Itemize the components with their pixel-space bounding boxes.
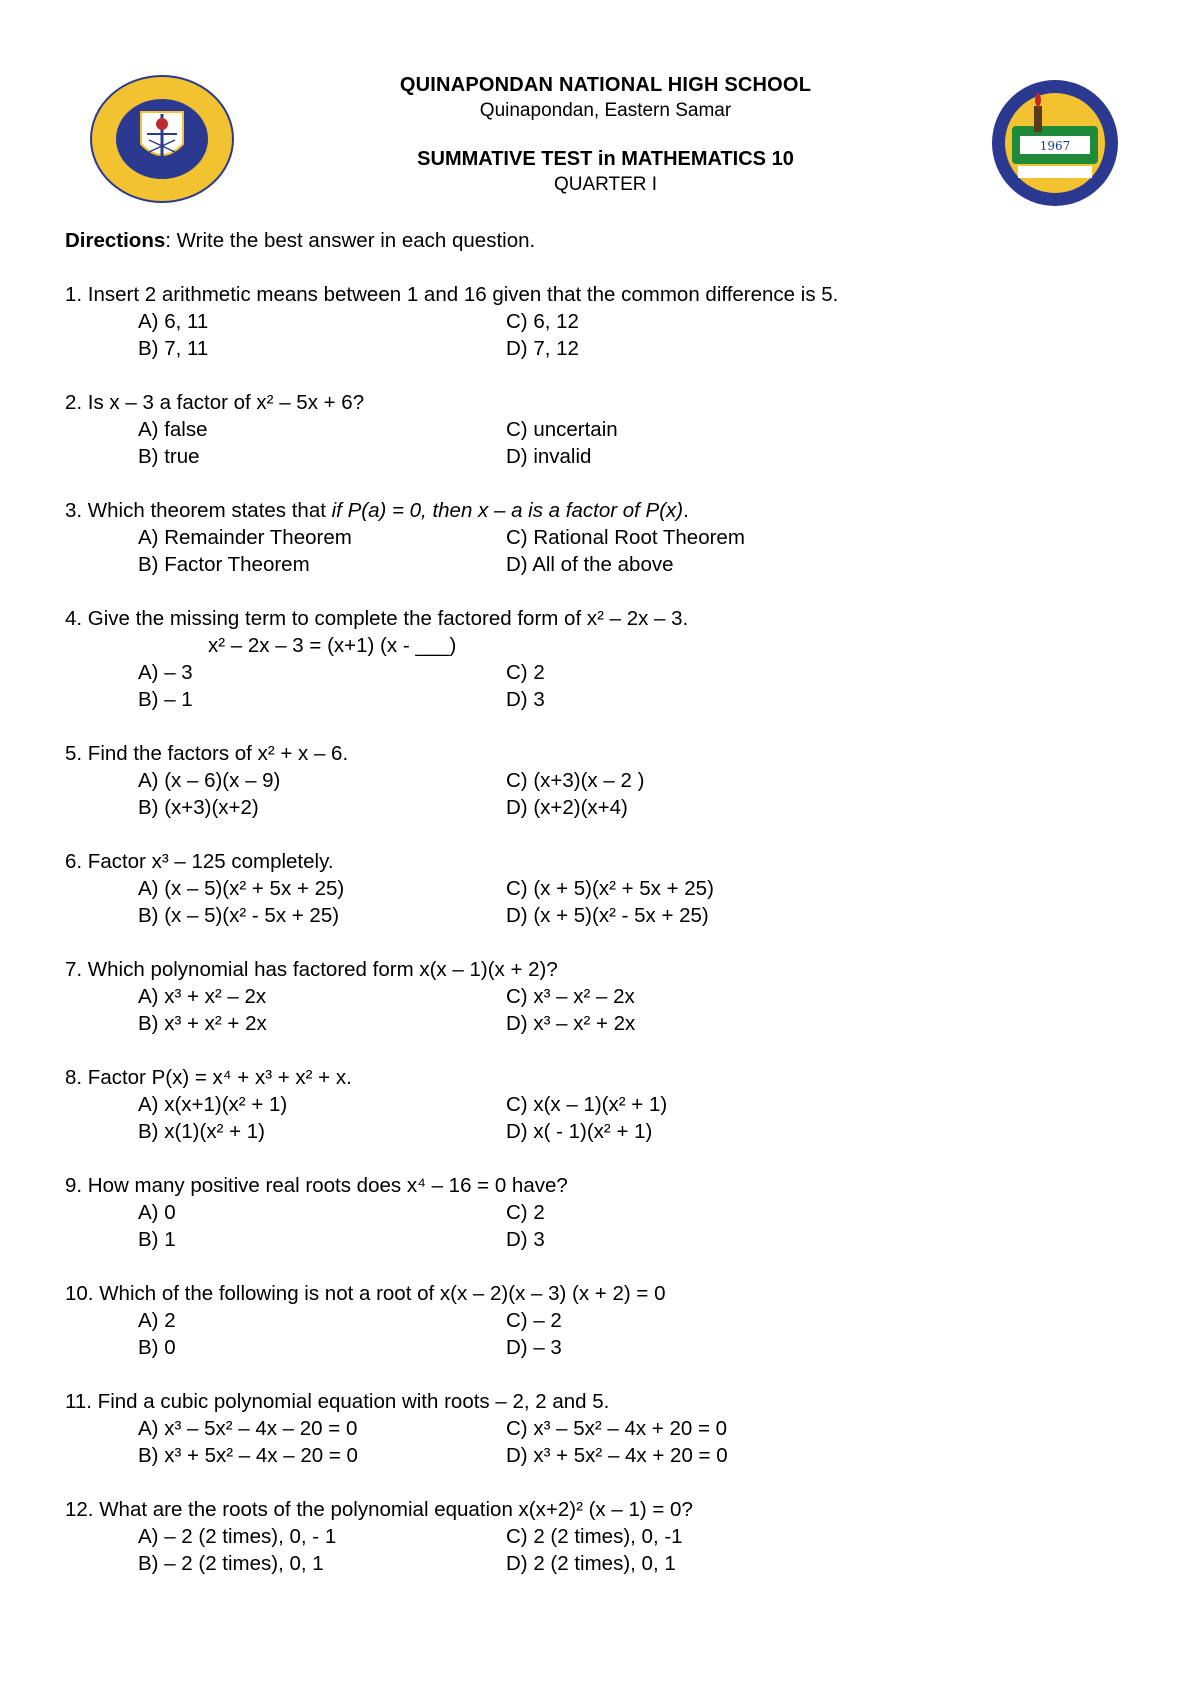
option-d[interactable]: D) (x+2)(x+4) [506,796,628,819]
option-a[interactable]: A) 2 [138,1309,176,1332]
option-b[interactable]: B) 7, 11 [138,337,209,360]
document-header [0,72,1200,197]
directions-label: Directions [65,229,166,252]
question-stem: 10. Which of the following is not a root of x(x – 2)(x – 3) (x + 2) = 0 [65,1282,666,1305]
option-c[interactable]: C) (x+3)(x – 2 ) [506,769,645,792]
stem-suffix: . [683,499,689,522]
question-stem: 8. Factor P(x) = x⁴ + x³ + x² + x. [65,1066,352,1089]
option-d[interactable]: D) x³ – x² + 2x [506,1012,636,1035]
option-b[interactable]: B) Factor Theorem [138,553,310,576]
option-a[interactable]: A) (x – 5)(x² + 5x + 25) [138,877,345,900]
question-stem [65,497,1145,524]
question-3 [65,497,1145,578]
question-stem: 4. Give the missing term to complete the factored form of x² – 2x – 3. [65,607,689,630]
option-b[interactable]: B) (x – 5)(x² - 5x + 25) [138,904,340,927]
option-a[interactable]: A) x(x+1)(x² + 1) [138,1093,288,1116]
option-c[interactable]: C) 2 (2 times), 0, -1 [506,1525,683,1548]
question-stem: 9. How many positive real roots does x⁴ – 16 = 0 have? [65,1174,568,1197]
test-title: SUMMATIVE TEST in MATHEMATICS 10 [417,148,794,170]
option-b[interactable]: B) x³ + x² + 2x [138,1012,267,1035]
option-c[interactable]: C) x(x – 1)(x² + 1) [506,1093,668,1116]
question-4 [65,605,1145,713]
option-c[interactable]: C) (x + 5)(x² + 5x + 25) [506,877,714,900]
option-c[interactable]: C) 2 [506,661,545,684]
option-a[interactable]: A) false [138,418,208,441]
option-a[interactable]: A) (x – 6)(x – 9) [138,769,281,792]
school-name: QUINAPONDAN NATIONAL HIGH SCHOOL [399,74,812,96]
question-formula: x² – 2x – 3 = (x+1) (x - ___) [208,634,457,657]
question-10 [65,1280,1145,1361]
question-stem: 5. Find the factors of x² + x – 6. [65,742,349,765]
option-d[interactable]: D) 7, 12 [506,337,579,360]
question-9 [65,1172,1145,1253]
option-a[interactable]: A) 0 [138,1201,176,1224]
question-6 [65,848,1145,929]
option-b[interactable]: B) 0 [138,1336,176,1359]
option-b[interactable]: B) (x+3)(x+2) [138,796,259,819]
option-a[interactable]: A) x³ + x² – 2x [138,985,267,1008]
option-a[interactable]: A) – 3 [138,661,193,684]
option-b[interactable]: B) – 2 (2 times), 0, 1 [138,1552,324,1575]
option-b[interactable]: B) 1 [138,1228,176,1251]
option-d[interactable]: D) 3 [506,688,545,711]
option-a[interactable]: A) x³ – 5x² – 4x – 20 = 0 [138,1417,358,1440]
option-d[interactable]: D) 2 (2 times), 0, 1 [506,1552,676,1575]
option-a[interactable]: A) 6, 11 [138,310,209,333]
question-12 [65,1496,1145,1577]
option-c[interactable]: C) x³ – 5x² – 4x + 20 = 0 [506,1417,728,1440]
question-8 [65,1064,1145,1145]
question-stem: 12. What are the roots of the polynomial equation x(x+2)² (x – 1) = 0? [65,1498,693,1521]
option-d[interactable]: D) x( - 1)(x² + 1) [506,1120,653,1143]
school-address: Quinapondan, Eastern Samar [479,100,732,121]
option-c[interactable]: C) Rational Root Theorem [506,526,745,549]
question-2 [65,389,1145,470]
option-d[interactable]: D) – 3 [506,1336,562,1359]
option-c[interactable]: C) x³ – x² – 2x [506,985,635,1008]
question-stem: 11. Find a cubic polynomial equation with roots – 2, 2 and 5. [65,1390,610,1413]
option-d[interactable]: D) 3 [506,1228,545,1251]
option-d[interactable]: D) (x + 5)(x² - 5x + 25) [506,904,709,927]
option-c[interactable]: C) 6, 12 [506,310,579,333]
svg-text:1967: 1967 [1039,139,1071,153]
question-stem: 1. Insert 2 arithmetic means between 1 and 16 given that the common difference is 5. [65,283,839,306]
stem-italic: if P(a) = 0, then x – a is a factor of P(x) [331,499,684,522]
question-stem: 7. Which polynomial has factored form x(x – 1)(x + 2)? [65,958,558,981]
quarter-label: QUARTER I [553,174,658,195]
question-7 [65,956,1145,1037]
question-stem: 6. Factor x³ – 125 completely. [65,850,334,873]
question-11 [65,1388,1145,1469]
directions [65,227,1145,254]
option-a[interactable]: A) – 2 (2 times), 0, - 1 [138,1525,337,1548]
option-a[interactable]: A) Remainder Theorem [138,526,352,549]
option-d[interactable]: D) invalid [506,445,592,468]
directions-text: : Write the best answer in each question. [165,229,536,252]
question-1 [65,281,1145,362]
option-c[interactable]: C) 2 [506,1201,545,1224]
option-d[interactable]: D) x³ + 5x² – 4x + 20 = 0 [506,1444,728,1467]
question-stem: 2. Is x – 3 a factor of x² – 5x + 6? [65,391,365,414]
option-c[interactable]: C) – 2 [506,1309,562,1332]
question-5 [65,740,1145,821]
stem-prefix: 3. Which theorem states that [65,499,332,522]
option-b[interactable]: B) x³ + 5x² – 4x – 20 = 0 [138,1444,358,1467]
option-b[interactable]: B) x(1)(x² + 1) [138,1120,265,1143]
option-d[interactable]: D) All of the above [506,553,674,576]
test-body [65,227,1145,1604]
option-b[interactable]: B) – 1 [138,688,193,711]
option-c[interactable]: C) uncertain [506,418,618,441]
option-b[interactable]: B) true [138,445,200,468]
